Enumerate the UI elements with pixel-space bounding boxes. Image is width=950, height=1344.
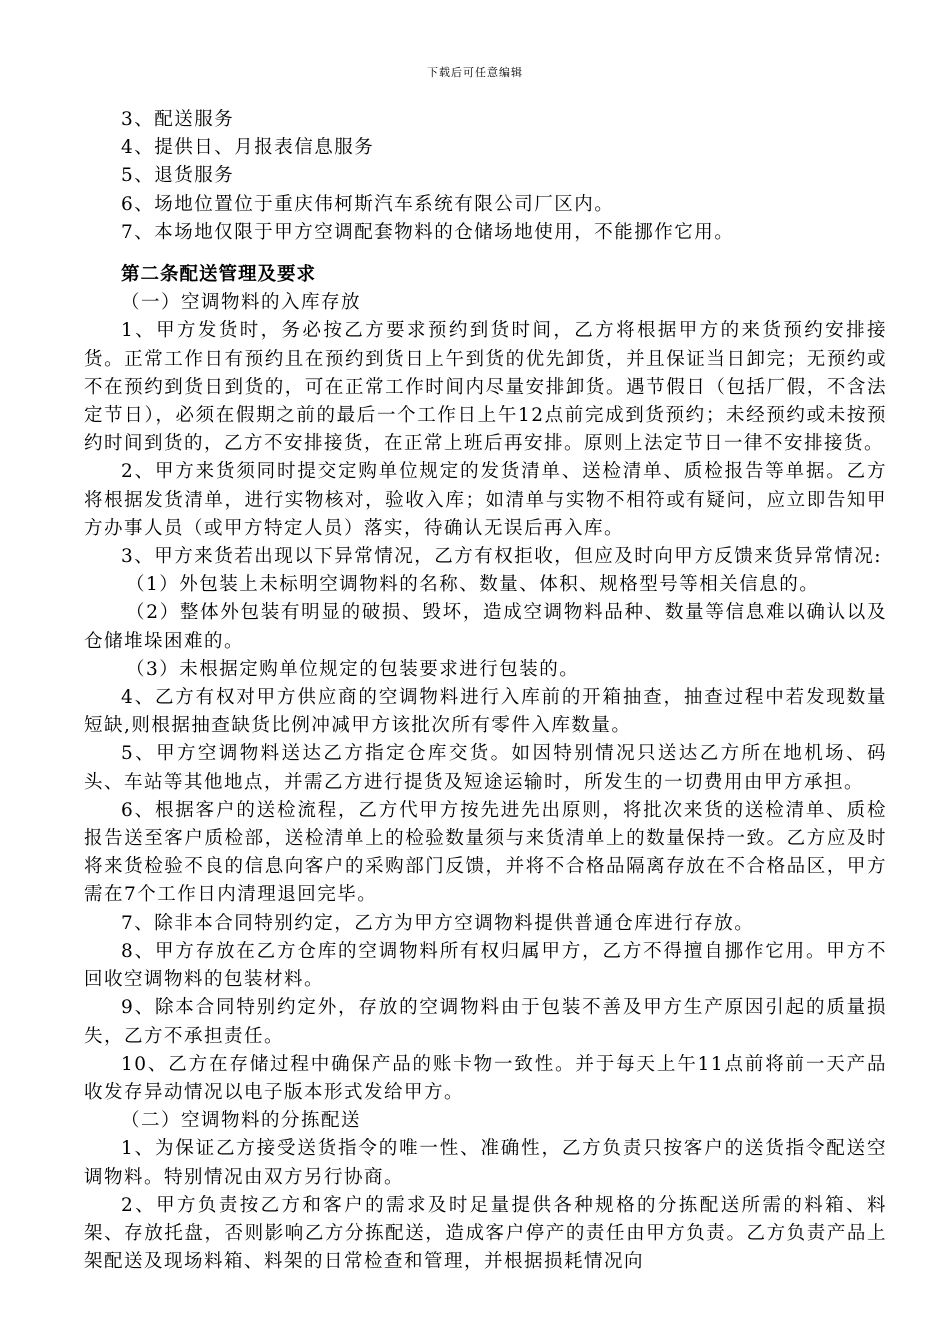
paragraph: 5、甲方空调物料送达乙方指定仓库交货。如因特别情况只送达乙方所在地机场、码头、车站等其他地点，并需乙方进行提货及短途运输时，所发生的一切费用由甲方承担。 [84, 743, 887, 793]
paragraph: 3、甲方来货若出现以下异常情况，乙方有权拒收，但应及时向甲方反馈来货异常情况: [121, 546, 883, 568]
paragraph: 2、甲方负责按乙方和客户的需求及时足量提供各种规格的分拣配送所需的料箱、料架、存放托盘，否则影响乙方分拣配送，造成客户停产的责任由甲方负责。乙方负责产品上架配送及现场料箱、料架的日常检查和管理，并根据损耗情况向 [84, 1194, 887, 1273]
list-item: 3、配送服务 [121, 109, 235, 130]
paragraph: 1、甲方发货时，务必按乙方要求预约到货时间，乙方将根据甲方的来货预约安排接货。正常工作日有预约且在预约到货日上午到货的优先卸货，并且保证当日卸完；无预约或不在预约到货日到货的，可在正常工作时间内尽量安排卸货。遇节假日（包括厂假，不含法定节日），必须在假期之前的最后一个工作日上午12点前完成到货预约；未经预约或未按预约时间到货的，乙方不安排接货，在正常上班后再安排。原则上法定节日一律不安排接货。 [84, 320, 887, 455]
paragraph: 6、根据客户的送检流程，乙方代甲方按先进先出原则，将批次来货的送检清单、质检报告送至客户质检部，送检清单上的检验数量须与来货清单上的数量保持一致。乙方应及时将来货检验不良的信息向客户的采购部门反馈，并将不合格品隔离存放在不合格品区，甲方需在7个工作日内清理退回完毕。 [84, 799, 887, 906]
sub-paragraph: （3）未根据定购单位规定的包装要求进行包装的。 [126, 658, 580, 680]
sub-paragraph: （2）整体外包装有明显的破损、毁坏，造成空调物料品种、数量等信息难以确认以及仓储堆垛困难的。 [84, 602, 887, 652]
paragraph: 10、乙方在存储过程中确保产品的账卡物一致性。并于每天上午11点前将前一天产品收发存异动情况以电子版本形式发给甲方。 [84, 1053, 887, 1103]
list-item: 7、本场地仅限于甲方空调配套物料的仓储场地使用，不能挪作它用。 [121, 221, 735, 243]
section-title: （一）空调物料的入库存放 [121, 292, 362, 314]
list-item: 5、退货服务 [121, 165, 235, 187]
paragraph: 9、除本合同特别约定外，存放的空调物料由于包装不善及甲方生产原因引起的质量损失，乙方不承担责任。 [84, 997, 887, 1047]
list-item: 4、提供日、月报表信息服务 [121, 137, 375, 159]
paragraph: 4、乙方有权对甲方供应商的空调物料进行入库前的开箱抽查，抽查过程中若发现数量短缺,则根据抽查缺货比例冲减甲方该批次所有零件入库数量。 [84, 687, 887, 737]
section-title: （二）空调物料的分拣配送 [121, 1110, 362, 1132]
article-title: 第二条配送管理及要求 [121, 264, 317, 286]
paragraph: 7、除非本合同特别约定，乙方为甲方空调物料提供普通仓库进行存放。 [121, 912, 755, 934]
paragraph: 2、甲方来货须同时提交定购单位规定的发货清单、送检清单、质检报告等单据。乙方将根据发货清单，进行实物核对，验收入库；如清单与实物不相符或有疑问，应立即告知甲方办事人员（或甲方特定人员）落实，待确认无误后再入库。 [84, 461, 887, 539]
paragraph: 8、甲方存放在乙方仓库的空调物料所有权归属甲方，乙方不得擅自挪作它用。甲方不回收空调物料的包装材料。 [84, 940, 887, 991]
paragraph: 1、为保证乙方接受送货指令的唯一性、准确性，乙方负责只按客户的送货指令配送空调物料。特别情况由双方另行协商。 [84, 1138, 887, 1188]
list-item: 6、场地位置位于重庆伟柯斯汽车系统有限公司厂区内。 [121, 193, 615, 215]
sub-paragraph: （1）外包装上未标明空调物料的名称、数量、体积、规格型号等相关信息的。 [126, 574, 820, 596]
document-body [84, 106, 887, 1276]
header-note: 下载后可任意编辑 [427, 66, 523, 79]
